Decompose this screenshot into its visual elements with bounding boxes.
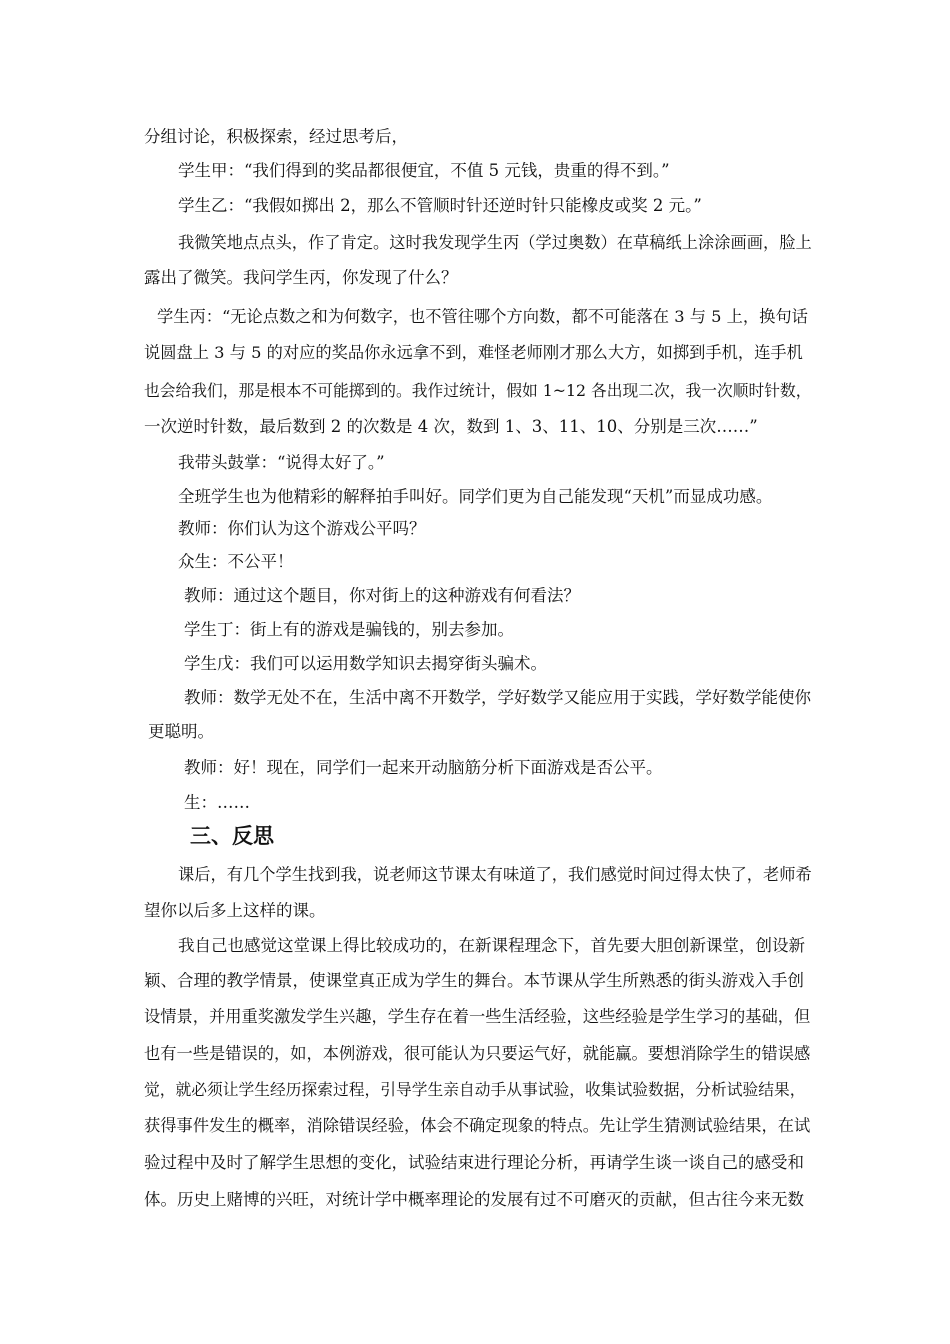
paragraph-line: 我带头鼓掌：“说得太好了。” <box>178 453 385 472</box>
paragraph-line: 课后，有几个学生找到我，说老师这节课太有味道了，我们感觉时间过得太快了，老师希 <box>178 865 812 884</box>
paragraph-line: 也有一些是错误的，如，本例游戏，很可能认为只要运气好，就能赢。要想消除学生的错误感 <box>144 1044 811 1063</box>
paragraph-line: 体。历史上赌博的兴旺，对统计学中概率理论的发展有过不可磨灭的贡献，但古往今来无数 <box>144 1190 804 1209</box>
paragraph-line: 设情景，并用重奖激发学生兴趣，学生存在着一些生活经验，这些经验是学生学习的基础，但 <box>144 1007 811 1026</box>
paragraph-line: 更聪明。 <box>148 722 214 741</box>
paragraph-line: 觉，就必须让学生经历探索过程，引导学生亲自动手从事试验，收集试验数据，分析试验结果， <box>144 1080 806 1099</box>
paragraph-line: 颖、合理的教学情景，使课堂真正成为学生的舞台。本节课从学生所熟悉的街头游戏入手创 <box>144 971 804 990</box>
paragraph-line: 学生丙：“无论点数之和为何数字，也不管往哪个方向数，都不可能落在 3 与 5 上，换句话 <box>157 307 808 326</box>
paragraph-line: 教师：通过这个题目，你对街上的这种游戏有何看法？ <box>184 586 580 605</box>
paragraph-line: 也会给我们，那是根本不可能掷到的。我作过统计，假如 1~12 各出现二次，我一次顺时针数， <box>144 381 812 400</box>
paragraph-line: 获得事件发生的概率，消除错误经验，体会不确定现象的特点。先让学生猜测试验结果，在试 <box>144 1116 811 1135</box>
paragraph-line: 教师：你们认为这个游戏公平吗？ <box>178 519 426 538</box>
paragraph-line: 众生：不公平！ <box>178 552 294 571</box>
paragraph-line: 教师：好！现在，同学们一起来开动脑筋分析下面游戏是否公平。 <box>184 758 663 777</box>
paragraph-line: 学生丁：街上有的游戏是骗钱的，别去参加。 <box>184 620 514 639</box>
paragraph-line: 生：…… <box>184 793 250 812</box>
paragraph-line: 验过程中及时了解学生思想的变化，试验结束进行理论分析，再请学生谈一谈自己的感受和 <box>144 1153 804 1172</box>
paragraph-line: 我自己也感觉这堂课上得比较成功的，在新课程理念下，首先要大胆创新课堂，创设新 <box>178 936 805 955</box>
paragraph-line: 分组讨论，积极探索，经过思考后， <box>144 127 408 146</box>
paragraph-line: 望你以后多上这样的课。 <box>144 901 326 920</box>
paragraph-line: 我微笑地点点头，作了肯定。这时我发现学生丙（学过奥数）在草稿纸上涂涂画画，脸上 <box>178 233 812 252</box>
paragraph-line: 露出了微笑。我问学生丙，你发现了什么？ <box>144 268 458 287</box>
paragraph-line: 全班学生也为他精彩的解释拍手叫好。同学们更为自己能发现“天机”而显成功感。 <box>178 487 773 506</box>
paragraph-line: 学生甲：“我们得到的奖品都很便宜，不值 5 元钱，贵重的得不到。” <box>178 161 670 180</box>
paragraph-line: 说圆盘上 3 与 5 的对应的奖品你永远拿不到，难怪老师刚才那么大方，如掷到手机，连手机 <box>144 343 803 362</box>
paragraph-line: 学生戊：我们可以运用数学知识去揭穿街头骗术。 <box>184 654 547 673</box>
section-heading: 三、反思 <box>190 824 274 848</box>
paragraph-line: 教师：数学无处不在，生活中离不开数学，学好数学又能应用于实践，学好数学能使你 <box>184 688 811 707</box>
paragraph-line: 学生乙：“我假如掷出 2，那么不管顺时针还逆时针只能橡皮或奖 2 元。” <box>178 196 702 215</box>
paragraph-line: 一次逆时针数，最后数到 2 的次数是 4 次，数到 1、3、11、10、分别是三次……” <box>144 417 758 436</box>
